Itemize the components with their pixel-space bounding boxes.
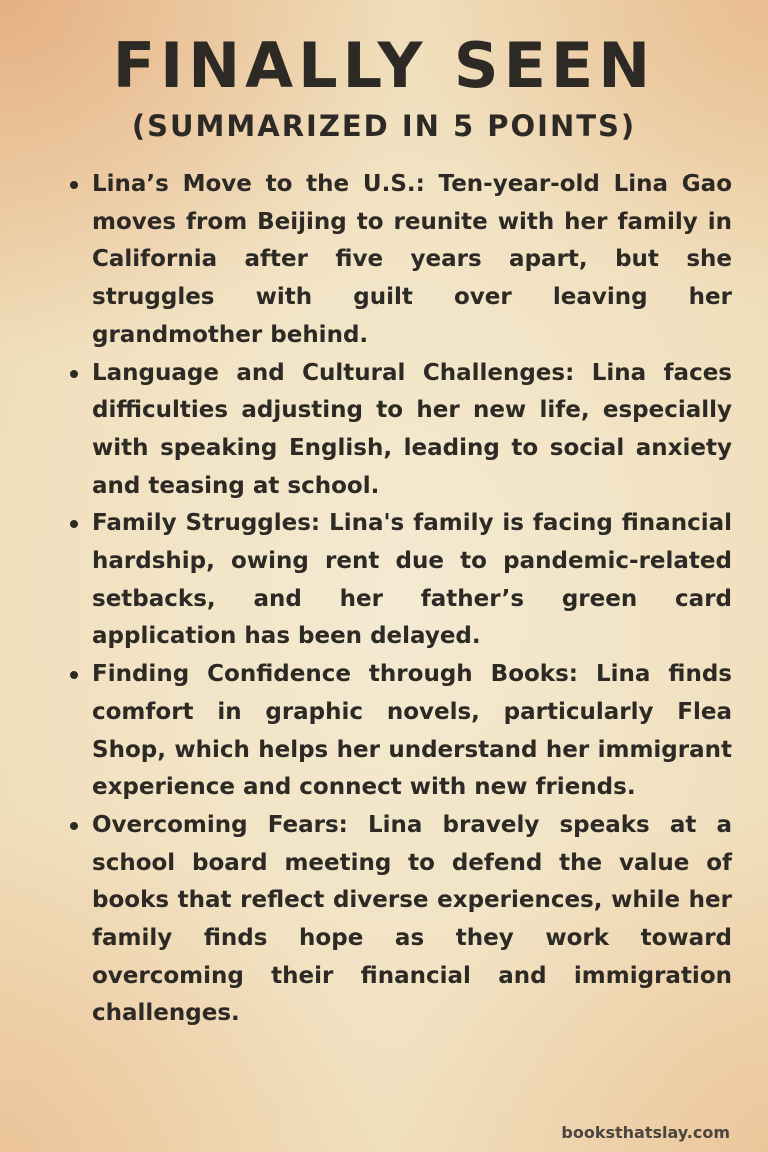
summary-point-text: Language and Cultural Challenges: Lina faces difficulties adjusting to her new life, especially with speaking English, leading to social anxiety and teasing at school. [92,359,732,499]
page-subtitle: (SUMMARIZED IN 5 POINTS) [131,109,637,143]
summary-point-text: Finding Confidence through Books: Lina finds comfort in graphic novels, particularly Flea Shop, which helps her understand her immigrant experience and connect with new friends. [92,661,732,801]
summary-point-3 [92,505,732,656]
bullet-icon [70,370,78,378]
summary-point-text: Family Struggles: Lina's family is facing financial hardship, owing rent due to pandemic-related setbacks, and her father’s green card application has been delayed. [92,510,732,650]
summary-point-text: Lina’s Move to the U.S.: Ten-year-old Lina Gao moves from Beijing to reunite with her family in California after five years apart, but she struggles with guilt over leaving her grandmother behind. [92,171,732,348]
bullet-icon [70,520,78,528]
summary-point-4 [92,656,732,807]
website-credit: booksthatslay.com [561,1123,730,1142]
summary-point-text: Overcoming Fears: Lina bravely speaks at a school board meeting to defend the value of books that reflect diverse experiences, while her family finds hope as they work toward overcoming their financial and immigration challenges. [92,811,732,1027]
bullet-icon [70,671,78,679]
summary-point-1 [92,166,732,355]
summary-point-5 [92,807,732,1033]
summary-points-list [92,166,732,1033]
summary-point-2 [92,355,732,506]
bullet-icon [70,181,78,189]
page-title: FINALLY SEEN [112,29,656,102]
bullet-icon [70,822,78,830]
